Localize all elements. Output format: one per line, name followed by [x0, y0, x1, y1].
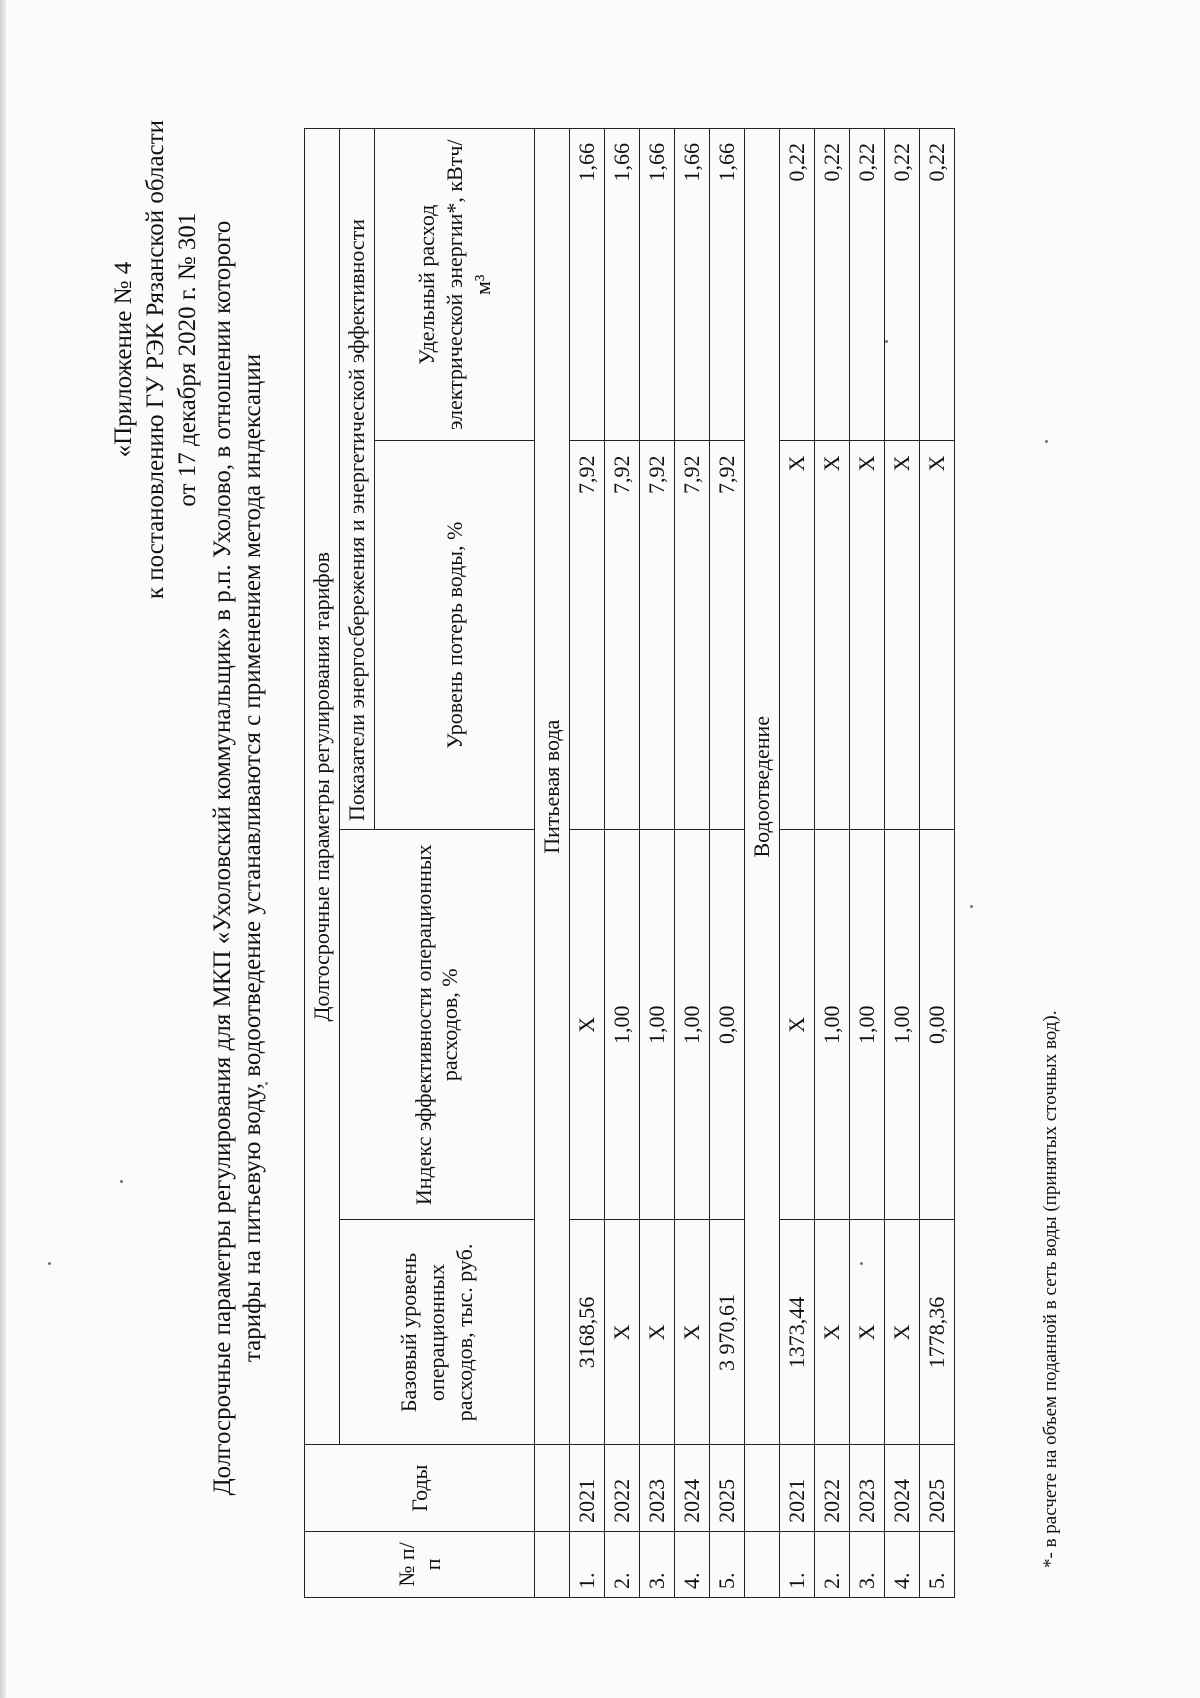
- cell-specific-consumption: 0,22: [815, 129, 850, 441]
- cell-water-losses: Х: [920, 441, 955, 830]
- table-row: [920, 129, 955, 1598]
- cell-specific-consumption: 1,66: [710, 129, 745, 441]
- cell-specific-consumption: 0,22: [780, 129, 815, 441]
- cell-year: 2022: [815, 1445, 850, 1531]
- appendix-number: «Приложение № 4: [110, 261, 137, 458]
- cell-year: 2024: [885, 1445, 920, 1531]
- cell-year: 2023: [850, 1445, 885, 1531]
- cell-specific-consumption: 1,66: [640, 129, 675, 441]
- cell-no: 4.: [885, 1531, 920, 1597]
- cell-efficiency-index: 1,00: [815, 830, 850, 1220]
- cell-efficiency-index: 0,00: [710, 830, 745, 1220]
- section-blank: [745, 1531, 780, 1597]
- parameters-table: [304, 128, 955, 1598]
- section-blank: [745, 1445, 780, 1531]
- cell-water-losses: 7,92: [605, 441, 640, 830]
- cell-year: 2021: [570, 1445, 605, 1531]
- cell-water-losses: 7,92: [675, 441, 710, 830]
- cell-efficiency-index: 0,00: [920, 830, 955, 1220]
- appendix-date: от 17 декабря 2020 г. № 301: [174, 212, 201, 507]
- table-row: [640, 129, 675, 1598]
- cell-base-level: Х: [640, 1220, 675, 1445]
- cell-no: 3.: [850, 1531, 885, 1597]
- header-energy-indicators: Показатели энергосбережения и энергетической эффективности: [340, 129, 375, 830]
- appendix-resolution: к постановлению ГУ РЭК Рязанской области: [142, 120, 169, 600]
- cell-year: 2021: [780, 1445, 815, 1531]
- cell-efficiency-index: Х: [570, 830, 605, 1220]
- cell-base-level: 3 970,61: [710, 1220, 745, 1445]
- cell-year: 2025: [710, 1445, 745, 1531]
- cell-no: 1.: [570, 1531, 605, 1597]
- section-row: [535, 129, 570, 1598]
- cell-efficiency-index: 1,00: [605, 830, 640, 1220]
- table-row: [885, 129, 920, 1598]
- cell-year: 2024: [675, 1445, 710, 1531]
- cell-specific-consumption: 0,22: [850, 129, 885, 441]
- table-row: [570, 129, 605, 1598]
- header-water-losses: Уровень потерь воды, %: [375, 441, 535, 830]
- cell-water-losses: Х: [885, 441, 920, 830]
- cell-base-level: Х: [675, 1220, 710, 1445]
- cell-year: 2022: [605, 1445, 640, 1531]
- header-years: Годы: [305, 1445, 535, 1531]
- title-line-2: тарифы на питьевую воду, водоотведение устанавливаются с применением метода индексации: [239, 353, 266, 1363]
- cell-specific-consumption: 1,66: [605, 129, 640, 441]
- cell-water-losses: Х: [850, 441, 885, 830]
- header-long-term: Долгосрочные параметры регулирования тарифов: [305, 129, 340, 1445]
- cell-water-losses: Х: [815, 441, 850, 830]
- cell-efficiency-index: 1,00: [885, 830, 920, 1220]
- cell-efficiency-index: Х: [780, 830, 815, 1220]
- cell-efficiency-index: 1,00: [640, 830, 675, 1220]
- cell-specific-consumption: 1,66: [570, 129, 605, 441]
- cell-base-level: Х: [850, 1220, 885, 1445]
- appendix-header: [108, 120, 204, 599]
- cell-efficiency-index: 1,00: [850, 830, 885, 1220]
- title-line-1: Долгосрочные параметры регулирования для МКП «Ухоловский коммунальщик» в р.п. Ухолово, в отношении которого: [209, 220, 236, 1496]
- cell-base-level: Х: [815, 1220, 850, 1445]
- cell-base-level: Х: [605, 1220, 640, 1445]
- cell-water-losses: 7,92: [710, 441, 745, 830]
- cell-specific-consumption: 0,22: [885, 129, 920, 441]
- section-blank: [535, 1531, 570, 1597]
- cell-water-losses: 7,92: [570, 441, 605, 830]
- section-row: [745, 129, 780, 1598]
- header-efficiency-index: Индекс эффективности операционных расходов, %: [340, 830, 535, 1220]
- cell-no: 5.: [710, 1531, 745, 1597]
- cell-no: 1.: [780, 1531, 815, 1597]
- table-row: [710, 129, 745, 1598]
- cell-no: 2.: [815, 1531, 850, 1597]
- cell-year: 2025: [920, 1445, 955, 1531]
- cell-base-level: 1778,36: [920, 1220, 955, 1445]
- cell-water-losses: 7,92: [640, 441, 675, 830]
- section-title: Питьевая вода: [535, 129, 570, 1445]
- table-row: [815, 129, 850, 1598]
- cell-base-level: 3168,56: [570, 1220, 605, 1445]
- cell-no: 2.: [605, 1531, 640, 1597]
- cell-specific-consumption: 1,66: [675, 129, 710, 441]
- footnote: *- в расчете на объем поданной в сеть воды (принятых сточных вод).: [1040, 1010, 1061, 1568]
- cell-no: 3.: [640, 1531, 675, 1597]
- cell-base-level: 1373,44: [780, 1220, 815, 1445]
- header-base-level: Базовый уровень операционных расходов, тыс. руб.: [340, 1220, 535, 1445]
- table-row: [605, 129, 640, 1598]
- cell-no: 4.: [675, 1531, 710, 1597]
- cell-efficiency-index: 1,00: [675, 830, 710, 1220]
- cell-year: 2023: [640, 1445, 675, 1531]
- cell-base-level: Х: [885, 1220, 920, 1445]
- table-body: [535, 129, 955, 1598]
- document-title: [208, 78, 268, 1638]
- section-blank: [535, 1445, 570, 1531]
- cell-specific-consumption: 0,22: [920, 129, 955, 441]
- table-row: [675, 129, 710, 1598]
- header-specific-consumption: Удельный расход электрической энергии*, кВтч/м³: [375, 129, 535, 441]
- table-row: [780, 129, 815, 1598]
- header-no: № п/п: [305, 1531, 535, 1597]
- cell-no: 5.: [920, 1531, 955, 1597]
- section-title: Водоотведение: [745, 129, 780, 1445]
- cell-water-losses: Х: [780, 441, 815, 830]
- table-row: [850, 129, 885, 1598]
